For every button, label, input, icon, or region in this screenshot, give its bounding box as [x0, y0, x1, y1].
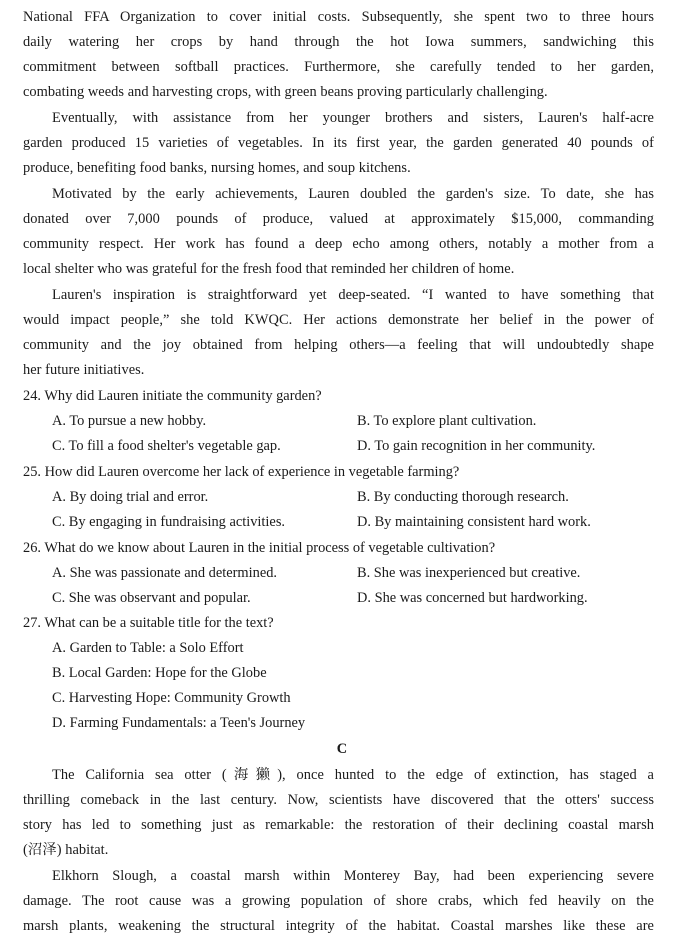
passage-line: National FFA Organization to cover initial costs. Subsequently, she spent two to three hours	[23, 9, 654, 25]
option-24-b: B. To explore plant cultivation.	[357, 413, 537, 429]
option-24-c: C. To fill a food shelter's vegetable gap.	[52, 438, 281, 454]
passage-line: marsh plants, weakening the structural integrity of the habitat. Coastal marshes like these are	[23, 918, 654, 934]
option-26-b: B. She was inexperienced but creative.	[357, 565, 581, 581]
passage-line: would impact people,” she told KWQC. Her actions demonstrate her belief in the power of	[23, 312, 654, 328]
option-27-b: B. Local Garden: Hope for the Globe	[52, 665, 267, 681]
option-26-c: C. She was observant and popular.	[52, 590, 251, 606]
option-25-b: B. By conducting thorough research.	[357, 489, 569, 505]
option-25-c: C. By engaging in fundraising activities.	[52, 514, 286, 530]
question-stem-24: 24. Why did Lauren initiate the community garden?	[23, 388, 322, 404]
passage-line: The California sea otter (海獭), once hunted to the edge of extinction, has staged a	[52, 767, 654, 783]
passage-line: community respect. Her work has found a deep echo among others, notably a mother from a	[23, 236, 654, 252]
passage-line: Lauren's inspiration is straightforward yet deep-seated. “I wanted to have something that	[52, 287, 654, 303]
option-25-a: A. By doing trial and error.	[52, 489, 209, 505]
option-26-a: A. She was passionate and determined.	[52, 565, 277, 581]
passage-line: (沼泽) habitat.	[23, 842, 109, 858]
option-26-d: D. She was concerned but hardworking.	[357, 590, 588, 606]
passage-line: commitment between softball practices. Furthermore, she carefully tended to her garden,	[23, 59, 654, 75]
option-27-d: D. Farming Fundamentals: a Teen's Journey	[52, 715, 306, 731]
passage-line: Eventually, with assistance from her younger brothers and sisters, Lauren's half-acre	[52, 110, 654, 126]
question-stem-27: 27. What can be a suitable title for the text?	[23, 615, 274, 631]
passage-line: thrilling comeback in the last century. Now, scientists have discovered that the otters' success	[23, 792, 654, 808]
question-stem-25: 25. How did Lauren overcome her lack of experience in vegetable farming?	[23, 464, 460, 480]
passage-line: story has led to something just as remarkable: the restoration of their declining coastal marsh	[23, 817, 654, 833]
passage-line: community and the joy obtained from helping others—a feeling that will undoubtedly shape	[23, 337, 654, 353]
option-24-a: A. To pursue a new hobby.	[52, 413, 207, 429]
passage-line: garden produced 15 varieties of vegetables. In its first year, the garden generated 40 pounds of	[23, 135, 654, 151]
passage-line: combating weeds and harvesting crops, with green beans proving particularly challenging.	[23, 84, 548, 100]
section-heading: C	[336, 741, 348, 757]
passage-line: damage. The root cause was a growing population of shore crabs, which fed heavily on the	[23, 893, 654, 909]
option-27-c: C. Harvesting Hope: Community Growth	[52, 690, 291, 706]
option-24-d: D. To gain recognition in her community.	[357, 438, 596, 454]
option-27-a: A. Garden to Table: a Solo Effort	[52, 640, 244, 656]
passage-line: Motivated by the early achievements, Lauren doubled the garden's size. To date, she has	[52, 186, 654, 202]
option-25-d: D. By maintaining consistent hard work.	[357, 514, 591, 530]
passage-line: Elkhorn Slough, a coastal marsh within Monterey Bay, had been experiencing severe	[52, 868, 654, 884]
passage-line: donated over 7,000 pounds of produce, valued at approximately $15,000, commanding	[23, 211, 654, 227]
question-stem-26: 26. What do we know about Lauren in the initial process of vegetable cultivation?	[23, 540, 496, 556]
passage-line: her future initiatives.	[23, 362, 145, 378]
passage-line: produce, benefiting food banks, nursing homes, and soup kitchens.	[23, 160, 411, 176]
passage-line: local shelter who was grateful for the fresh food that reminded her children of home.	[23, 261, 515, 277]
passage-line: daily watering her crops by hand through the hot Iowa summers, sandwiching this	[23, 34, 654, 50]
